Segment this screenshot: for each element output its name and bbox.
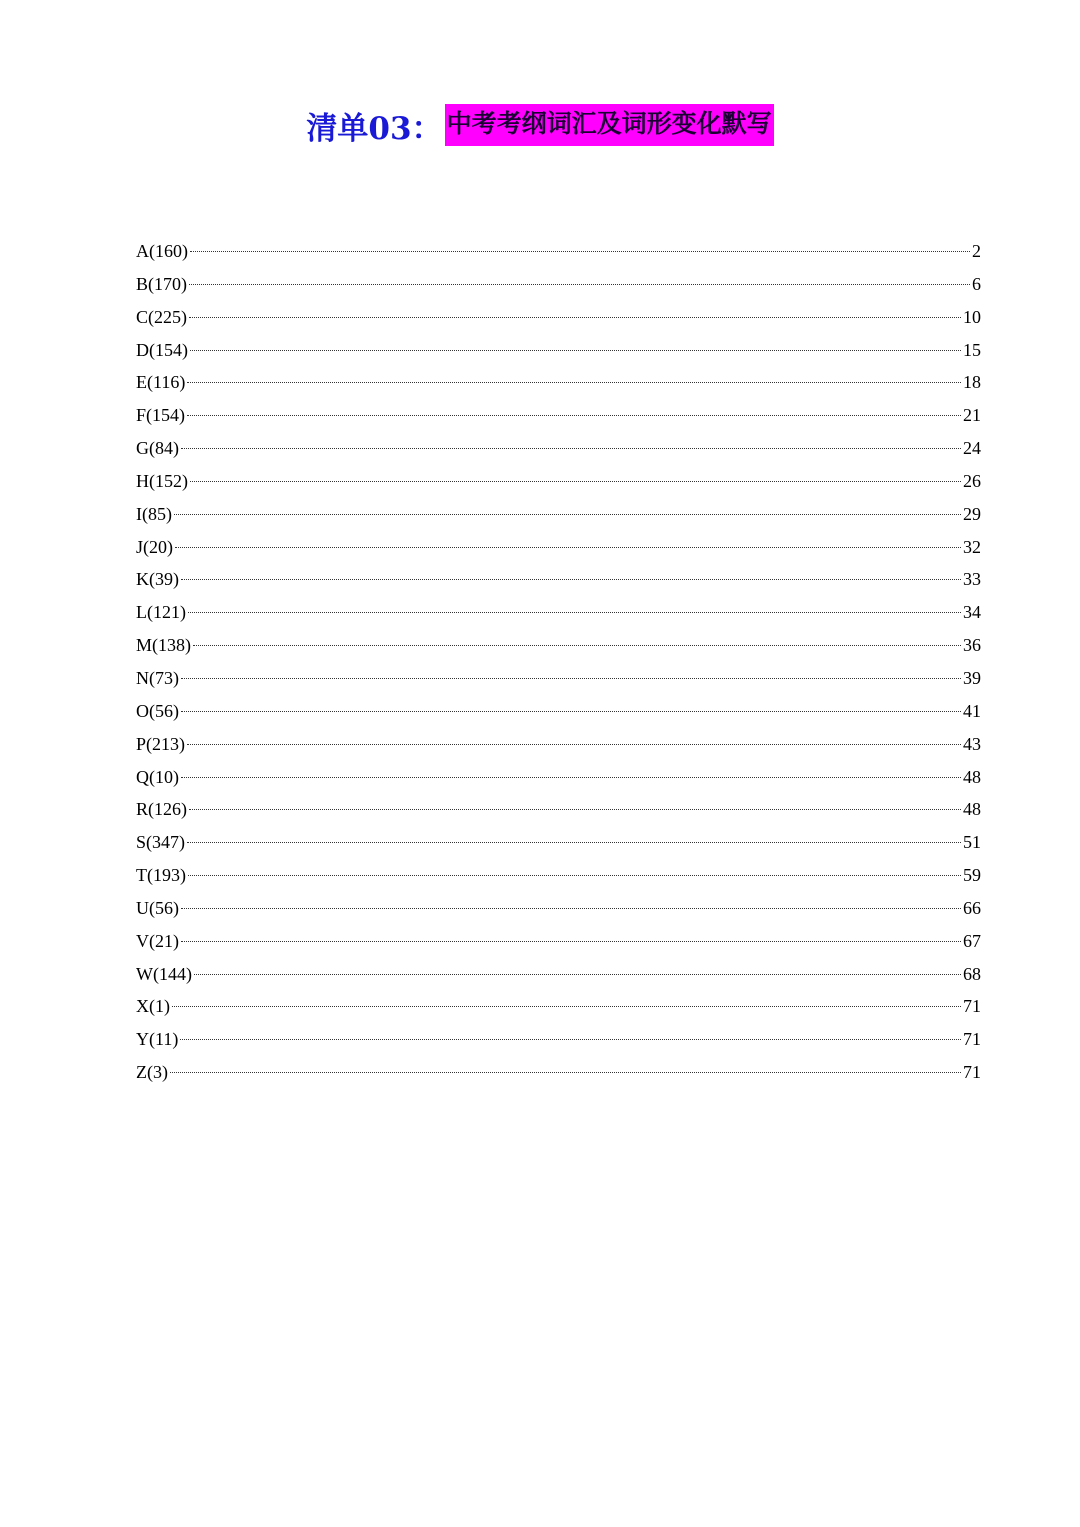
toc-entry-label: A(160) (136, 241, 188, 261)
toc-entry-label: Z(3) (136, 1062, 168, 1083)
toc-entry-page-number: 24 (963, 438, 981, 459)
toc-entry[interactable] (136, 728, 981, 761)
toc-entry[interactable] (136, 399, 981, 432)
toc-entry[interactable] (136, 761, 981, 794)
toc-dot-leader (170, 1072, 961, 1073)
toc-dot-leader (174, 514, 961, 515)
toc-dot-leader (180, 1039, 961, 1040)
toc-entry-page-number: 48 (963, 799, 981, 820)
toc-entry-page-number: 71 (963, 1062, 981, 1083)
toc-entry-page-number: 36 (963, 635, 981, 656)
toc-entry-page-number: 2 (972, 241, 981, 261)
toc-entry[interactable] (136, 1023, 981, 1056)
toc-entry-label: X(1) (136, 996, 170, 1017)
toc-dot-leader (175, 547, 961, 548)
toc-entry-page-number: 43 (963, 733, 981, 754)
toc-entry-page-number: 15 (963, 339, 981, 360)
toc-entry-label: U(56) (136, 897, 179, 918)
toc-entry-label: T(193) (136, 865, 186, 886)
toc-entry-label: Q(10) (136, 766, 179, 787)
toc-entry[interactable] (136, 563, 981, 596)
toc-entry[interactable] (136, 334, 981, 367)
toc-dot-leader (181, 678, 961, 679)
toc-entry[interactable] (136, 892, 981, 925)
toc-dot-leader (181, 711, 961, 712)
toc-entry-label: G(84) (136, 438, 179, 459)
toc-dot-leader (190, 481, 961, 482)
toc-entry-page-number: 51 (963, 832, 981, 853)
toc-entry[interactable] (136, 990, 981, 1023)
toc-entry-label: S(347) (136, 832, 185, 853)
toc-entry-page-number: 29 (963, 503, 981, 524)
toc-dot-leader (181, 941, 961, 942)
toc-entry-page-number: 67 (963, 930, 981, 951)
toc-entry-label: H(152) (136, 470, 188, 491)
toc-dot-leader (194, 974, 961, 975)
toc-entry[interactable] (136, 531, 981, 564)
toc-dot-leader (187, 382, 961, 383)
toc-dot-leader (189, 284, 970, 285)
toc-entry[interactable] (136, 268, 981, 301)
toc-entry-page-number: 26 (963, 470, 981, 491)
toc-entry-label: D(154) (136, 339, 188, 360)
toc-dot-leader (187, 842, 961, 843)
toc-dot-leader (189, 317, 961, 318)
toc-entry-label: E(116) (136, 372, 186, 393)
toc-dot-leader (181, 777, 961, 778)
toc-dot-leader (172, 1006, 961, 1007)
toc-entry[interactable] (136, 301, 981, 334)
toc-entry[interactable] (136, 695, 981, 728)
toc-entry-label: K(39) (136, 569, 179, 590)
toc-entry[interactable] (136, 793, 981, 826)
toc-entry-page-number: 10 (963, 306, 981, 327)
toc-entry[interactable] (136, 958, 981, 991)
toc-dot-leader (187, 415, 961, 416)
toc-entry-label: L(121) (136, 602, 186, 623)
toc-entry[interactable] (136, 235, 981, 268)
toc-entry-label: F(154) (136, 405, 185, 426)
toc-dot-leader (181, 579, 961, 580)
toc-entry-page-number: 39 (963, 667, 981, 688)
toc-entry-page-number: 71 (963, 996, 981, 1017)
toc-entry-page-number: 59 (963, 865, 981, 886)
toc-entry-page-number: 66 (963, 897, 981, 918)
toc-entry-label: Y(11) (136, 1029, 179, 1050)
toc-entry-label: J(20) (136, 536, 173, 557)
toc-entry-page-number: 6 (972, 273, 981, 294)
title-highlight: 中考考纲词汇及词形变化默写 (445, 104, 774, 146)
toc-entry-page-number: 32 (963, 536, 981, 557)
toc-entry-label: M(138) (136, 635, 191, 656)
toc-entry[interactable] (136, 629, 981, 662)
toc-dot-leader (181, 908, 961, 909)
toc-entry-page-number: 18 (963, 372, 981, 393)
toc-entry-label: P(213) (136, 733, 185, 754)
toc-entry-label: N(73) (136, 667, 179, 688)
toc-dot-leader (190, 251, 970, 252)
toc-entry-label: C(225) (136, 306, 187, 327)
toc-entry-page-number: 21 (963, 405, 981, 426)
toc-entry-page-number: 33 (963, 569, 981, 590)
toc-entry-label: I(85) (136, 503, 172, 524)
toc-entry-label: R(126) (136, 799, 187, 820)
toc-entry[interactable] (136, 596, 981, 629)
toc-dot-leader (190, 350, 961, 351)
toc-dot-leader (193, 645, 961, 646)
toc-dot-leader (181, 448, 961, 449)
toc-dot-leader (189, 809, 961, 810)
toc-entry-label: B(170) (136, 273, 187, 294)
toc-entry-label: V(21) (136, 930, 179, 951)
toc-entry-page-number: 41 (963, 700, 981, 721)
toc-dot-leader (188, 875, 961, 876)
toc-entry-page-number: 68 (963, 963, 981, 984)
toc-entry[interactable] (136, 925, 981, 958)
toc-dot-leader (187, 744, 961, 745)
toc-dot-leader (188, 612, 961, 613)
toc-entry[interactable] (136, 366, 981, 399)
toc-entry-page-number: 71 (963, 1029, 981, 1050)
toc-entry[interactable] (136, 859, 981, 892)
toc-entry-page-number: 48 (963, 766, 981, 787)
title-prefix: 清单03： (306, 110, 443, 147)
toc-entry[interactable] (136, 465, 981, 498)
toc-entry[interactable] (136, 432, 981, 465)
toc-entry-label: W(144) (136, 963, 192, 984)
toc-entry[interactable] (136, 662, 981, 695)
page-title (0, 100, 1080, 150)
toc-entry[interactable] (136, 498, 981, 531)
toc-entry[interactable] (136, 1056, 981, 1089)
toc-entry-page-number: 34 (963, 602, 981, 623)
table-of-contents (136, 235, 981, 1089)
toc-entry-label: O(56) (136, 700, 179, 721)
toc-entry[interactable] (136, 826, 981, 859)
